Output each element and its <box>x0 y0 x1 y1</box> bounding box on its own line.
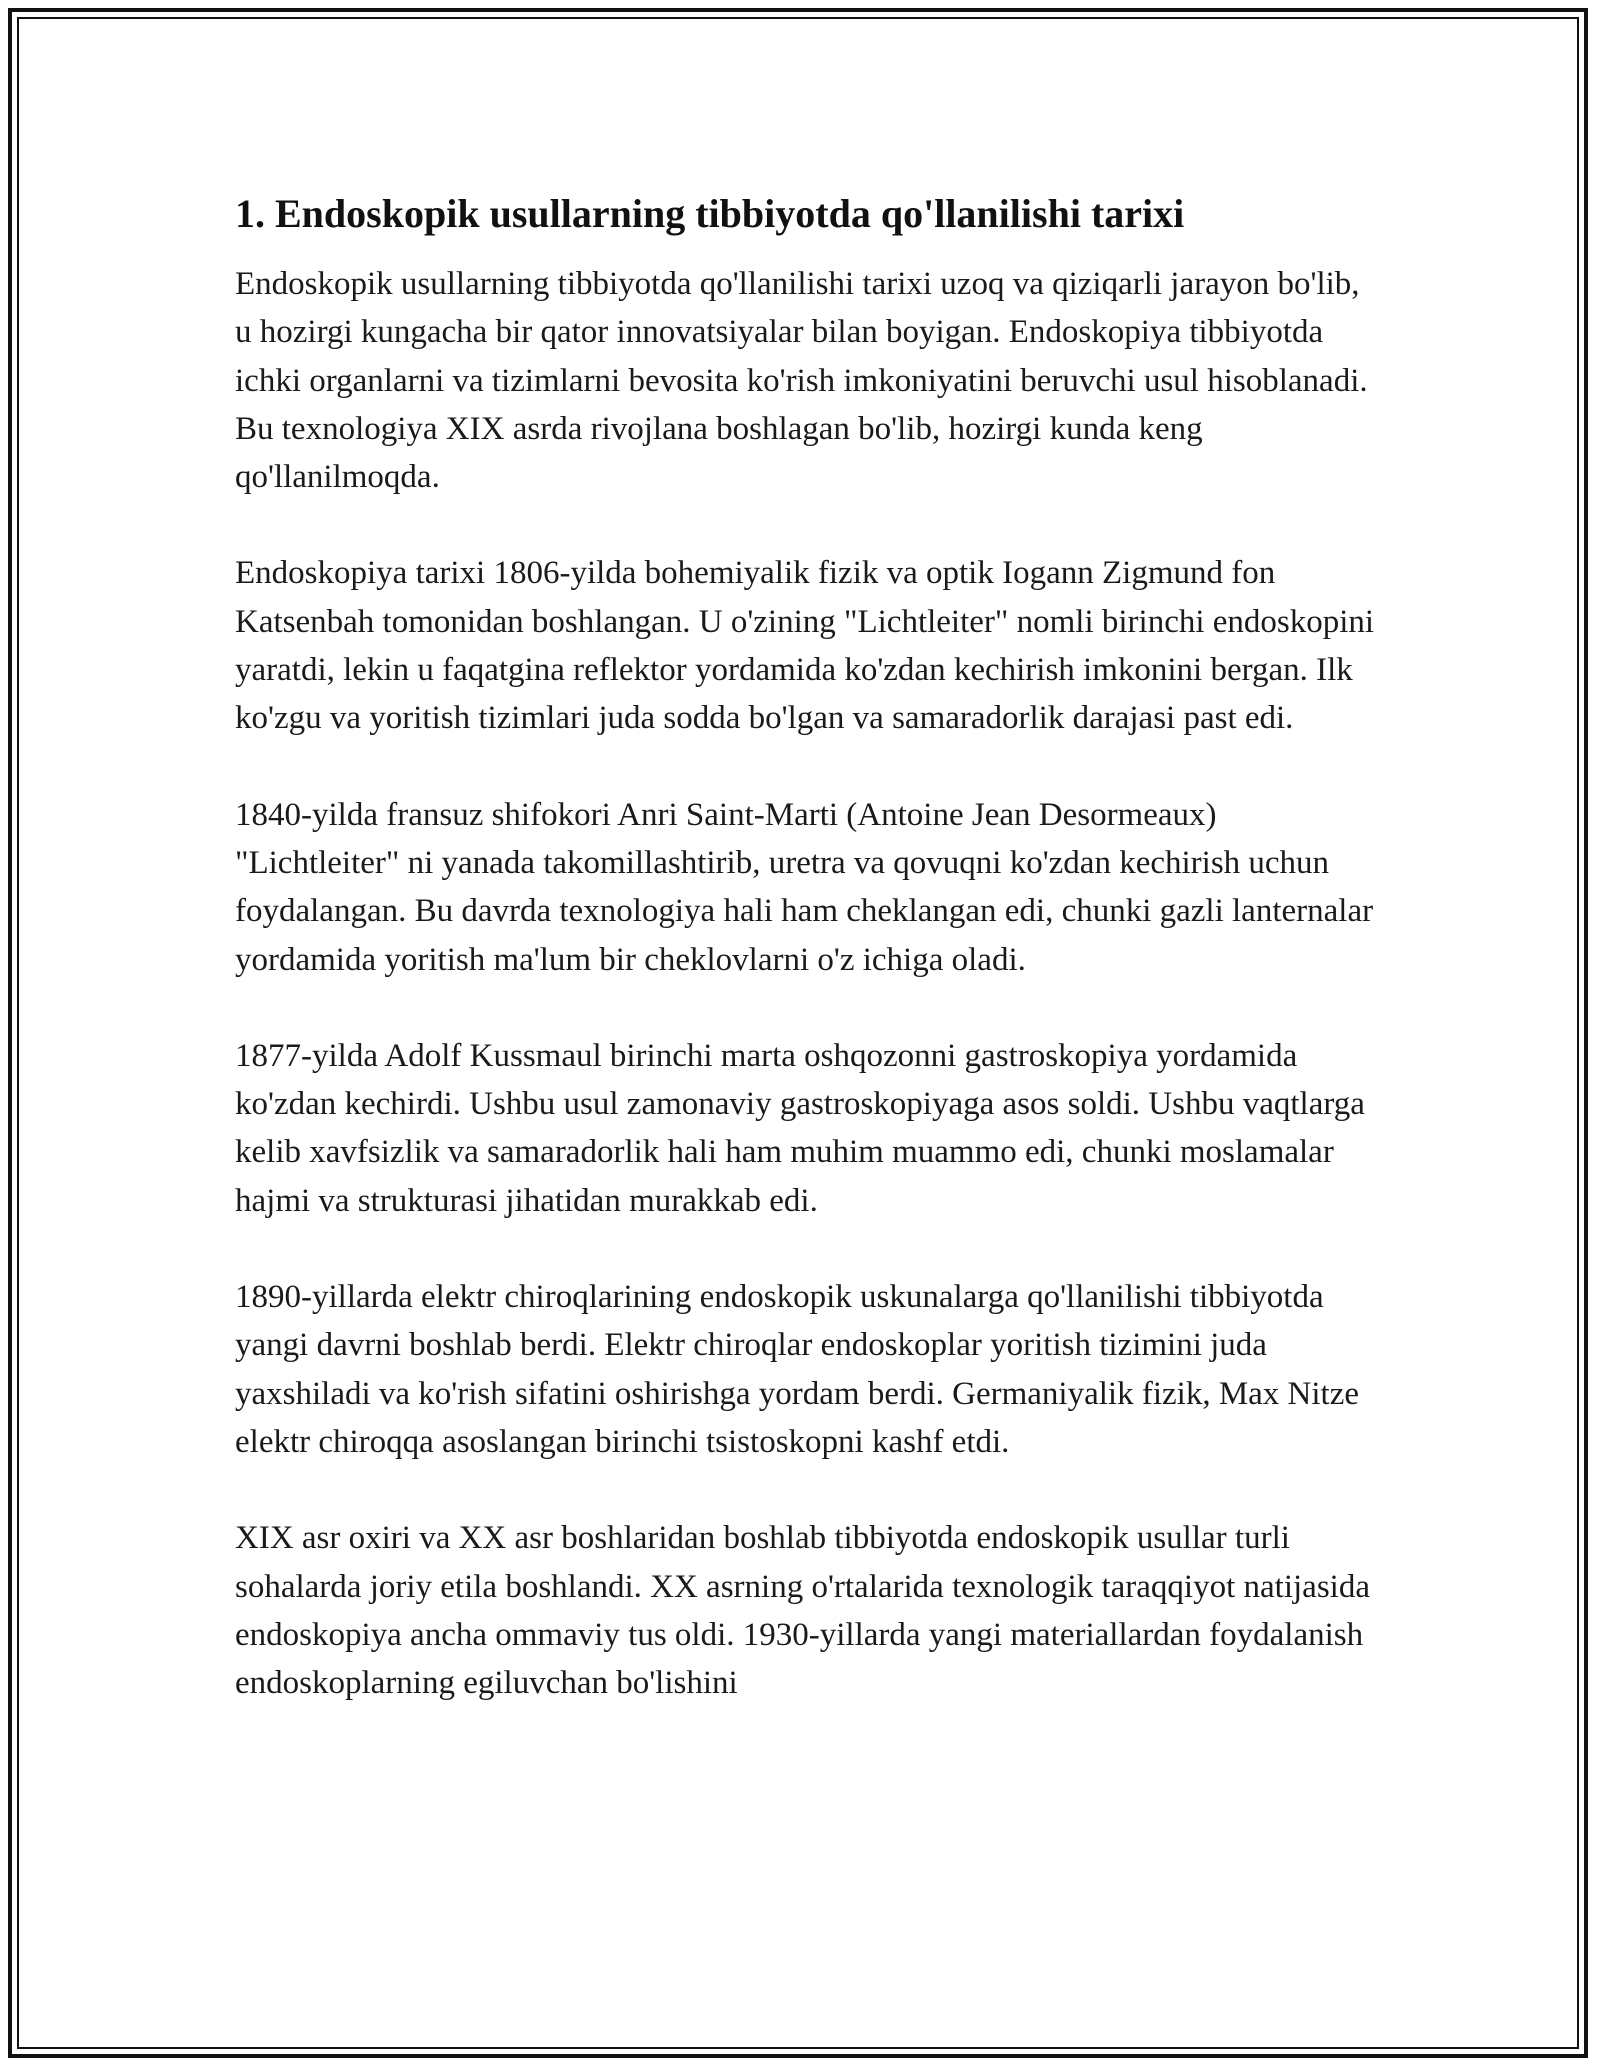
paragraph-intro: Endoskopik usullarning tibbiyotda qo'llanilishi tarixi uzoq va qiziqarli jarayon bo'lib, u hozirgi kungacha bir qator innovatsiyalar bilan boyigan. Endoskopiya tibbiyotda ichki organlarni va tizimlarni bevosita ko'rish imkoniyatini beruvchi usul hisoblanadi. Bu texnologiya XIX asrda rivojlana boshlagan bo'lib, hozirgi kunda keng qo'llanilmoqda. <box>235 266 1368 496</box>
paragraph-1806: Endoskopiya tarixi 1806-yilda bohemiyalik fizik va optik Iogann Zigmund fon Katsenbah tomonidan boshlangan. U o'zining "Lichtleiter" nomli birinchi endoskopini yaratdi, lekin u faqatgina reflektor yordamida ko'zdan kechirish imkonini bergan. Ilk ko'zgu va yoritish tizimlari juda sodda bo'lgan va samaradorlik darajasi past edi. <box>235 555 1375 737</box>
section-heading: 1. Endoskopik usullarning tibbiyotda qo'llanilishi tarixi <box>235 191 1185 236</box>
paragraph-xx-century: XIX asr oxiri va XX asr boshlaridan boshlab tibbiyotda endoskopik usullar turli sohalarda joriy etila boshlandi. XX asrning o'rtalarida texnologik taraqqiyot natijasida endoskopiya ancha ommaviy tus oldi. 1930-yillarda yangi materiallardan foydalanish endoskoplarning egiluvchan bo'lishini <box>235 1520 1370 1702</box>
paragraph-1840: 1840-yilda fransuz shifokori Anri Saint-Marti (Antoine Jean Desormeaux) "Lichtleiter" ni yanada takomillashtirib, uretra va qovuqni ko'zdan kechirish uchun foydalangan. Bu davrda texnologiya hali ham cheklangan edi, chunki gazli lanternalar yordamida yoritish ma'lum bir cheklovlarni o'z ichiga oladi. <box>235 796 1374 978</box>
paragraph-1890s: 1890-yillarda elektr chiroqlarining endoskopik uskunalarga qo'llanilishi tibbiyotda yangi davrni boshlab berdi. Elektr chiroqlar endoskoplar yoritish tizimini juda yaxshiladi va ko'rish sifatini oshirishga yordam berdi. Germaniyalik fizik, Max Nitze elektr chiroqqa asoslangan birinchi tsistoskopni kashf etdi. <box>235 1279 1360 1460</box>
document-body <box>235 186 1375 1755</box>
paragraph-1877: 1877-yilda Adolf Kussmaul birinchi marta oshqozonni gastroskopiya yordamida ko'zdan kechirdi. Ushbu usul zamonaviy gastroskopiyaga asos soldi. Ushbu vaqtlarga kelib xavfsizlik va samaradorlik hali ham muhim muammo edi, chunki moslamalar hajmi va strukturasi jihatidan murakkab edi. <box>235 1037 1365 1219</box>
